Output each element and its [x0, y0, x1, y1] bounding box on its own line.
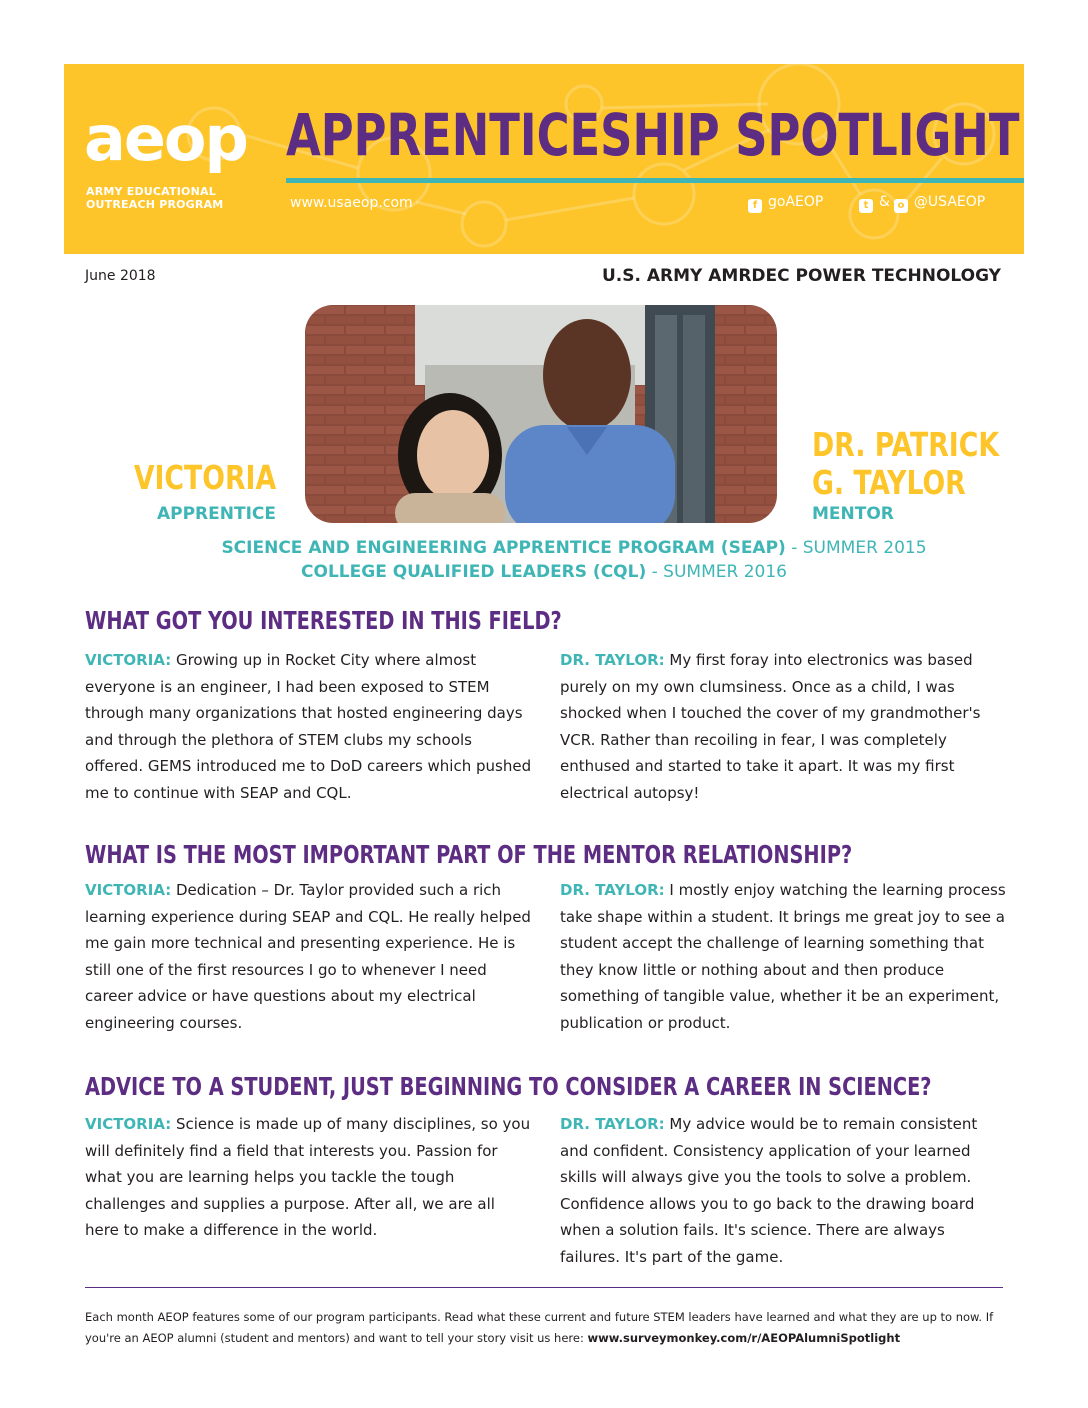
speaker-label: VICTORIA:	[85, 651, 172, 669]
answer-mentor-interest	[560, 647, 1008, 807]
mentor-role: MENTOR	[812, 504, 894, 524]
answer-text: Dedication – Dr. Taylor provided such a rich learning experience during SEAP and CQL. He really helped me gain more technical and presenting experience. He is still one of the first resources I go to whenever I need career advice or have questions about my electrical engineering courses.	[85, 881, 531, 1032]
answer-apprentice-relationship	[85, 877, 533, 1037]
program-title: U.S. ARMY AMRDEC POWER TECHNOLOGY	[601, 266, 1001, 286]
program-name: SCIENCE AND ENGINEERING APPRENTICE PROGRAM (SEAP)	[221, 538, 786, 558]
mentor-name	[812, 426, 999, 502]
footer-note	[85, 1307, 1003, 1349]
program-term: - SUMMER 2015	[785, 538, 927, 558]
program-term: - SUMMER 2016	[646, 562, 787, 582]
program-line-cql	[0, 562, 1088, 582]
question-heading-interest: WHAT GOT YOU INTERESTED IN THIS FIELD?	[85, 606, 562, 635]
mentor-name-line-1: DR. PATRICK	[812, 425, 1000, 464]
question-heading-advice: ADVICE TO A STUDENT, JUST BEGINNING TO CONSIDER A CAREER IN SCIENCE?	[85, 1072, 932, 1101]
header-banner	[64, 64, 1024, 254]
aeop-logo: aeop	[84, 102, 247, 175]
answer-apprentice-interest	[85, 647, 533, 807]
facebook-handle[interactable]	[748, 194, 823, 213]
answer-text: My advice would be to remain consistent and confident. Consistency application of your learned skills will always give you the tools to solve a problem. Confidence allows you to go back to the drawing board when a solution fails. It's science. There are always failures. It's part of the game.	[560, 1115, 978, 1266]
apprentice-name: VICTORIA	[133, 458, 276, 497]
question-heading-mentor-relationship: WHAT IS THE MOST IMPORTANT PART OF THE MENTOR RELATIONSHIP?	[85, 840, 853, 869]
twitter-instagram-handle[interactable]	[859, 194, 985, 213]
social-handle-label: @USAEOP	[913, 194, 986, 210]
program-name: COLLEGE QUALIFIED LEADERS (CQL)	[301, 562, 647, 582]
speaker-label: DR. TAYLOR:	[560, 1115, 665, 1133]
answer-mentor-relationship	[560, 877, 1008, 1037]
participant-photo	[305, 305, 777, 523]
instagram-icon: o	[894, 199, 908, 213]
facebook-label: goAEOP	[768, 194, 824, 210]
speaker-label: VICTORIA:	[85, 881, 172, 899]
answer-apprentice-advice	[85, 1111, 533, 1244]
speaker-label: DR. TAYLOR:	[560, 881, 665, 899]
ampersand: &	[879, 194, 890, 210]
issue-date: June 2018	[85, 268, 156, 284]
apprentice-role: APPRENTICE	[156, 504, 276, 524]
twitter-icon: t	[859, 199, 873, 213]
banner-divider	[286, 178, 1024, 183]
mentor-name-line-2: G. TAYLOR	[812, 463, 966, 502]
answer-text: Science is made up of many disciplines, so you will definitely find a field that interests you. Passion for what you are learning helps you tackle the tough challenges and supplies a purpose. After all, we are all here to make a difference in the world.	[85, 1115, 531, 1240]
logo-subtitle-line-1: ARMY EDUCATIONAL	[86, 185, 216, 198]
facebook-icon: f	[748, 199, 762, 213]
answer-mentor-advice	[560, 1111, 1008, 1271]
logo-subtitle-line-2: OUTREACH PROGRAM	[86, 198, 224, 211]
speaker-label: VICTORIA:	[85, 1115, 172, 1133]
program-line-seap	[30, 538, 1088, 558]
answer-text: Growing up in Rocket City where almost everyone is an engineer, I had been exposed to STEM through many organizations that hosted engineering days and through the plethora of STEM clubs my schools offered. GEMS introduced me to DoD careers which pushed me to continue with SEAP and CQL.	[85, 651, 532, 802]
website-link[interactable]: www.usaeop.com	[290, 195, 413, 211]
speaker-label: DR. TAYLOR:	[560, 651, 665, 669]
answer-text: My first foray into electronics was based purely on my own clumsiness. Once as a child, I was shocked when I touched the cover of my grandmother's VCR. Rather than recoiling in fear, I was completely enthused and started to take it apart. It was my first electrical autopsy!	[560, 651, 981, 802]
footer-divider	[85, 1287, 1003, 1288]
survey-link[interactable]: www.surveymonkey.com/r/AEOPAlumniSpotlight	[587, 1331, 901, 1345]
footer-text: Each month AEOP features some of our program participants. Read what these current and future STEM leaders have learned and what they are up to now. If you're an AEOP alumni (student and mentors) and want to tell your story visit us here:	[85, 1310, 994, 1345]
answer-text: I mostly enjoy watching the learning process take shape within a student. It brings me great joy to see a student accept the challenge of learning something that they know little or nothing about and then produce something of tangible value, whether it be an experiment, publication or product.	[560, 881, 1006, 1032]
banner-title: APPRENTICESHIP SPOTLIGHT	[286, 101, 1020, 169]
